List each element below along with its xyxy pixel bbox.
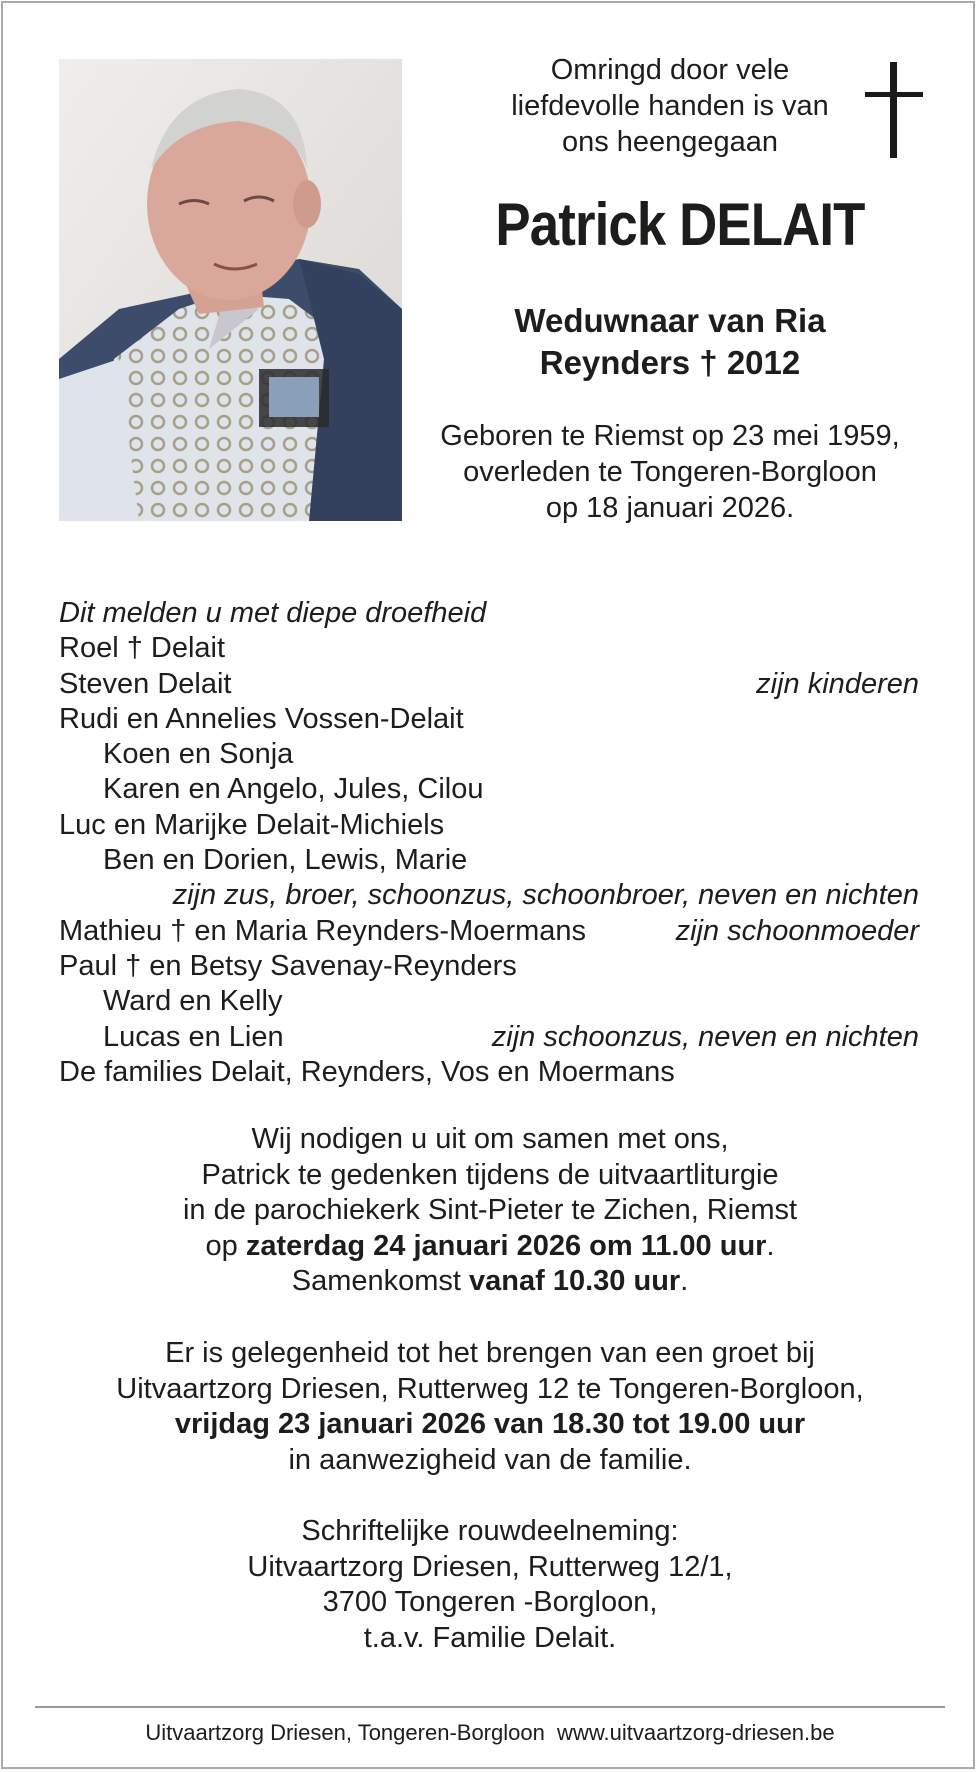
condolence-text (40, 1514, 940, 1656)
greeting-line: in aanwezigheid van de familie. (288, 1443, 692, 1476)
family-row (59, 984, 919, 1019)
family-row (59, 843, 919, 878)
liturgy-date-line: op zaterdag 24 januari 2026 om 11.00 uur. (205, 1229, 775, 1262)
widower-line: Weduwnaar van Ria (514, 302, 826, 339)
family-member: Rudi en Annelies Vossen-Delait (59, 702, 464, 735)
footer-text: Uitvaartzorg Driesen, Tongeren-Borgloon www.uitvaartzorg-driesen.be (145, 1720, 835, 1745)
cross-icon (865, 62, 923, 160)
opening-text: Dit melden u met diepe droefheid (59, 597, 487, 629)
family-member: Lucas en Lien (103, 1020, 284, 1053)
family-row (59, 737, 919, 772)
relation-label: zijn kinderen (756, 667, 919, 700)
family-row (59, 808, 919, 843)
family-row (59, 667, 919, 702)
gathering-time: vanaf 10.30 uur (469, 1265, 681, 1297)
condolence-line: Schriftelijke rouwdeelneming: (301, 1515, 679, 1547)
birth-death-line: Geboren te Riemst op 23 mei 1959, (440, 420, 900, 452)
greeting-datetime: vrijdag 23 januari 2026 van 18.30 tot 19.00 uur (174, 1408, 806, 1440)
birth-death-line: overleden te Tongeren-Borgloon (463, 456, 877, 488)
family-member: Ben en Dorien, Lewis, Marie (103, 844, 468, 877)
relation-label: zijn schoonmoeder (675, 914, 919, 947)
condolence-line: 3700 Tongeren -Borgloon, (322, 1586, 658, 1618)
liturgy-text (40, 1122, 940, 1300)
family-member: Steven Delait (59, 667, 232, 700)
family-list (59, 596, 919, 1090)
family-row (59, 1020, 919, 1055)
family-row (59, 1055, 919, 1090)
family-member: Koen en Sonja (103, 738, 294, 771)
relation-label: zijn schoonzus, neven en nichten (491, 1020, 919, 1053)
greeting-line: Er is gelegenheid tot het brengen van een groet bij (165, 1337, 815, 1369)
family-opening (59, 596, 919, 631)
family-member: Luc en Marijke Delait-Michiels (59, 808, 445, 841)
intro-text (470, 52, 870, 160)
family-member: Paul † en Betsy Savenay-Reynders (59, 949, 517, 982)
greeting-line: Uitvaartzorg Driesen, Rutterweg 12 te Tongeren-Borgloon, (116, 1372, 864, 1405)
widower-line: Reynders † 2012 (539, 344, 801, 381)
intro-line: ons heengegaan (561, 126, 779, 158)
family-row (59, 914, 919, 949)
family-member: Roel † Delait (59, 632, 226, 665)
family-row (59, 772, 919, 807)
family-row (59, 949, 919, 984)
family-row (59, 631, 919, 666)
portrait-photo (59, 59, 402, 521)
family-row (59, 878, 919, 913)
gathering-line: Samenkomst vanaf 10.30 uur. (291, 1265, 689, 1297)
family-row (59, 702, 919, 737)
family-member: De families Delait, Reynders, Vos en Moermans (59, 1055, 675, 1088)
widower-text (440, 300, 900, 384)
family-member: Ward en Kelly (103, 985, 283, 1018)
liturgy-line: Patrick te gedenken tijdens de uitvaartliturgie (201, 1158, 779, 1191)
birth-death-line: op 18 januari 2026. (545, 492, 795, 524)
intro-line: liefdevolle handen is van (511, 90, 829, 122)
liturgy-line: Wij nodigen u uit om samen met ons, (251, 1123, 729, 1155)
liturgy-datetime: zaterdag 24 januari 2026 om 11.00 uur (245, 1229, 767, 1262)
intro-line: Omringd door vele (550, 54, 790, 86)
birth-death-text (410, 418, 930, 526)
footer-divider (35, 1706, 945, 1708)
deceased-name: Patrick DELAIT (495, 191, 865, 258)
family-member: Mathieu † en Maria Reynders-Moermans (59, 914, 587, 947)
condolence-line: t.a.v. Familie Delait. (363, 1621, 617, 1654)
liturgy-line: in de parochiekerk Sint-Pieter te Zichen, Riemst (182, 1194, 798, 1226)
greeting-text (40, 1336, 940, 1478)
relation-label: zijn zus, broer, schoonzus, schoonbroer, neven en nichten (172, 879, 919, 912)
condolence-line: Uitvaartzorg Driesen, Rutterweg 12/1, (247, 1550, 733, 1583)
family-member: Karen en Angelo, Jules, Cilou (103, 773, 484, 806)
